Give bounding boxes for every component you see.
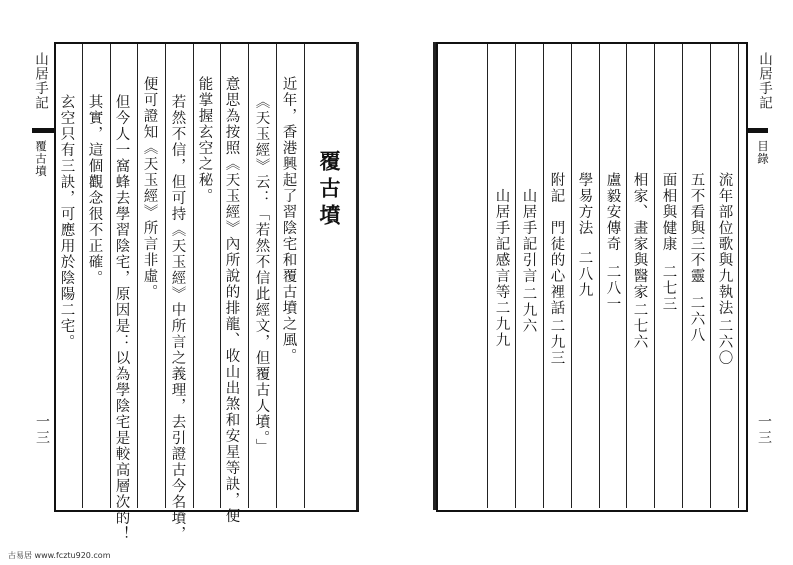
column-rule [515,44,516,508]
toc-entry-8-page: 二九六 [520,286,537,334]
toc-entry-2-title: 五不看與三不靈 [688,172,705,284]
column-rule [543,44,544,508]
footer-watermark: 古易居 www.fcztu920.com [8,551,111,560]
column-rule [626,44,627,508]
body-column-2: 《天玉經》云：「若然不信此經文，但覆古人墳。」 [253,94,270,455]
body-column-6: 便可證知《天玉經》所言非虛。 [141,76,158,300]
column-rule [304,44,305,508]
column-rule [110,44,111,508]
toc-entry-3-title: 面相與健康 [660,172,677,252]
column-rule [193,44,194,508]
column-rule [599,44,600,508]
toc-entry-6-page: 二八九 [576,250,593,298]
toc-entry-7-title: 附記 門徒的心裡話 [548,172,565,316]
toc-entry-9-title: 山居手記感言等 [493,188,510,300]
right-chapter-label: 目錄 [756,140,770,165]
column-rule [165,44,166,508]
column-rule [276,44,277,508]
body-column-5: 若然不信，但可持《天玉經》中所言之義理，去引證古今名墳， [169,94,186,542]
body-column-7: 但今人一窩蜂去學習陰宅，原因是：以為學陰宅是較高層次的！ [113,94,130,542]
body-column-8: 其實，這個觀念很不正確。 [86,94,103,286]
toc-entry-6-title: 學易方法 [576,172,593,236]
toc-entry-5-page: 二八一 [604,264,621,312]
toc-entry-9-page: 二九九 [493,300,510,348]
toc-entry-5-title: 盧毅安傳奇 [604,172,621,252]
body-column-4: 能掌握玄空之秘。 [196,76,213,204]
toc-frame-outer-line [433,42,436,510]
body-column-1: 近年，香港興起了習陰宅和覆古墳之風。 [280,76,297,364]
column-rule [710,44,711,508]
column-rule [137,44,138,508]
column-rule [248,44,249,508]
toc-entry-4-page: 二七六 [631,302,648,350]
left-page-number: 一三 [34,414,50,446]
column-rule [571,44,572,508]
left-chapter-label: 覆古墳 [34,140,48,178]
left-page [0,0,396,565]
toc-entry-8-title: 山居手記引言 [520,188,537,284]
toc-entry-2-page: 二六八 [688,295,705,343]
column-rule [220,44,221,508]
right-running-title: 山居手記 [756,52,772,110]
body-column-3: 意思為按照《天玉經》內所說的排龍、收山出煞和安星等訣，便 [223,76,240,524]
section-heading: 覆古墳 [317,150,342,231]
column-rule [487,44,488,508]
toc-entry-1-page: 二六〇 [716,318,733,366]
toc-entry-1-title: 流年部位歌與九執法 [716,172,733,316]
left-frame-outer-line [356,42,359,510]
toc-entry-3-page: 二七三 [660,264,677,312]
left-running-title: 山居手記 [32,52,48,110]
toc-entry-7-page: 二九三 [548,318,565,366]
right-page [396,0,793,565]
left-chapter-tab [32,128,54,133]
column-rule [682,44,683,508]
right-chapter-tab [746,128,768,133]
column-rule [82,44,83,508]
toc-entry-4-title: 相家、畫家與醫家 [631,172,648,300]
body-column-9: 玄空只有三訣，可應用於陰陽二宅。 [58,94,75,350]
column-rule [654,44,655,508]
right-page-number: 一三 [756,414,772,446]
column-rule [738,44,739,508]
